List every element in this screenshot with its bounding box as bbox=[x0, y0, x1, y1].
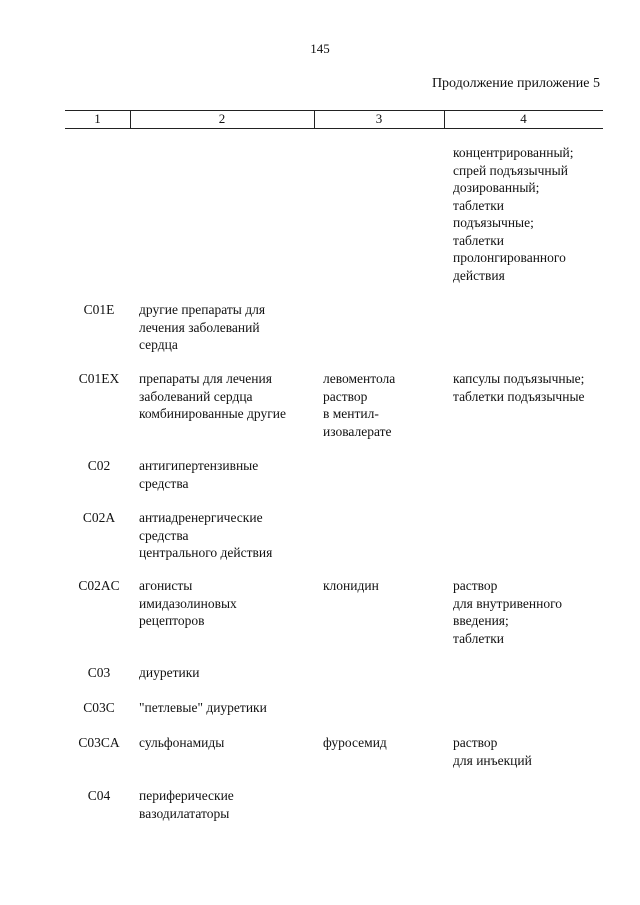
dosage-forms bbox=[453, 577, 562, 647]
atc-code: C01EX bbox=[78, 371, 120, 386]
name-line: периферические bbox=[139, 788, 234, 803]
name-line: "петлевые" диуретики bbox=[139, 700, 267, 715]
drug-line: в ментил- bbox=[323, 406, 379, 421]
anatomic-group-name bbox=[139, 457, 258, 492]
column-number-1: 1 bbox=[94, 111, 101, 126]
name-line: центрального действия bbox=[139, 545, 273, 560]
form-line: действия bbox=[453, 267, 505, 283]
form-line: для внутривенного bbox=[453, 595, 563, 611]
atc-code: C03CA bbox=[78, 735, 120, 750]
table-header bbox=[65, 110, 603, 129]
name-line: агонисты bbox=[139, 578, 193, 593]
form-line: раствор bbox=[453, 735, 498, 750]
atc-code: C01E bbox=[83, 302, 115, 317]
atc-code: C04 bbox=[87, 788, 111, 803]
anatomic-group-name bbox=[139, 301, 265, 354]
drug-line: левоментола bbox=[323, 371, 396, 386]
atc-code: C02A bbox=[82, 510, 116, 525]
drug-line: клонидин bbox=[323, 578, 379, 593]
form-line: таблетки bbox=[453, 232, 505, 248]
form-line: таблетки подъязычные bbox=[453, 388, 585, 404]
name-line: рецепторов bbox=[139, 613, 205, 628]
drug-name bbox=[323, 734, 387, 752]
atc-code: C03C bbox=[83, 700, 115, 715]
name-line: средства bbox=[139, 527, 189, 543]
anatomic-group-name bbox=[139, 787, 234, 822]
atc-code: C02AC bbox=[78, 578, 120, 593]
form-line: для инъекций bbox=[453, 752, 532, 768]
name-line: сульфонамиды bbox=[139, 735, 225, 750]
anatomic-group-name bbox=[139, 370, 286, 423]
form-line: введения; bbox=[453, 613, 509, 628]
form-line: дозированный; bbox=[453, 180, 540, 195]
appendix-title: Продолжение приложение 5 bbox=[431, 76, 600, 91]
column-number-3: 3 bbox=[375, 111, 383, 126]
name-line: антигипертензивные bbox=[139, 458, 259, 473]
name-line: комбинированные другие bbox=[139, 406, 286, 421]
anatomic-group-name bbox=[139, 664, 200, 682]
anatomic-group-name bbox=[139, 734, 224, 752]
drug-line: фуросемид bbox=[323, 735, 387, 750]
name-line: вазодилататоры bbox=[139, 805, 230, 821]
dosage-forms bbox=[453, 370, 585, 405]
name-line: заболеваний сердца bbox=[139, 388, 253, 404]
name-line: диуретики bbox=[139, 665, 200, 680]
dosage-forms bbox=[453, 144, 574, 284]
name-line: имидазолиновых bbox=[139, 595, 237, 611]
name-line: антиадренергические bbox=[139, 510, 263, 525]
dosage-forms bbox=[453, 734, 532, 769]
drug-name bbox=[323, 577, 379, 595]
form-line: таблетки bbox=[453, 630, 505, 646]
form-line: пролонгированного bbox=[453, 250, 566, 265]
drug-line: изовалерате bbox=[323, 423, 392, 439]
page-number: 145 bbox=[310, 41, 330, 56]
atc-code: C03 bbox=[87, 665, 111, 680]
name-line: лечения заболеваний bbox=[139, 319, 260, 335]
atc-code: C02 bbox=[87, 458, 111, 473]
drug-line: раствор bbox=[323, 388, 368, 404]
form-line: спрей подъязычный bbox=[453, 162, 568, 178]
form-line: концентрированный; bbox=[453, 145, 574, 160]
name-line: сердца bbox=[139, 337, 178, 352]
anatomic-group-name bbox=[139, 577, 237, 630]
anatomic-group-name bbox=[139, 699, 267, 717]
form-line: капсулы подъязычные; bbox=[453, 371, 585, 386]
form-line: подъязычные; bbox=[453, 215, 534, 230]
column-number-2: 2 bbox=[218, 111, 226, 126]
name-line: другие препараты для bbox=[139, 302, 266, 317]
name-line: препараты для лечения bbox=[139, 371, 272, 386]
name-line: средства bbox=[139, 475, 189, 491]
column-number-4: 4 bbox=[520, 111, 527, 126]
anatomic-group-name bbox=[139, 509, 272, 562]
form-line: раствор bbox=[453, 578, 498, 593]
drug-name bbox=[323, 370, 395, 440]
form-line: таблетки bbox=[453, 197, 505, 213]
